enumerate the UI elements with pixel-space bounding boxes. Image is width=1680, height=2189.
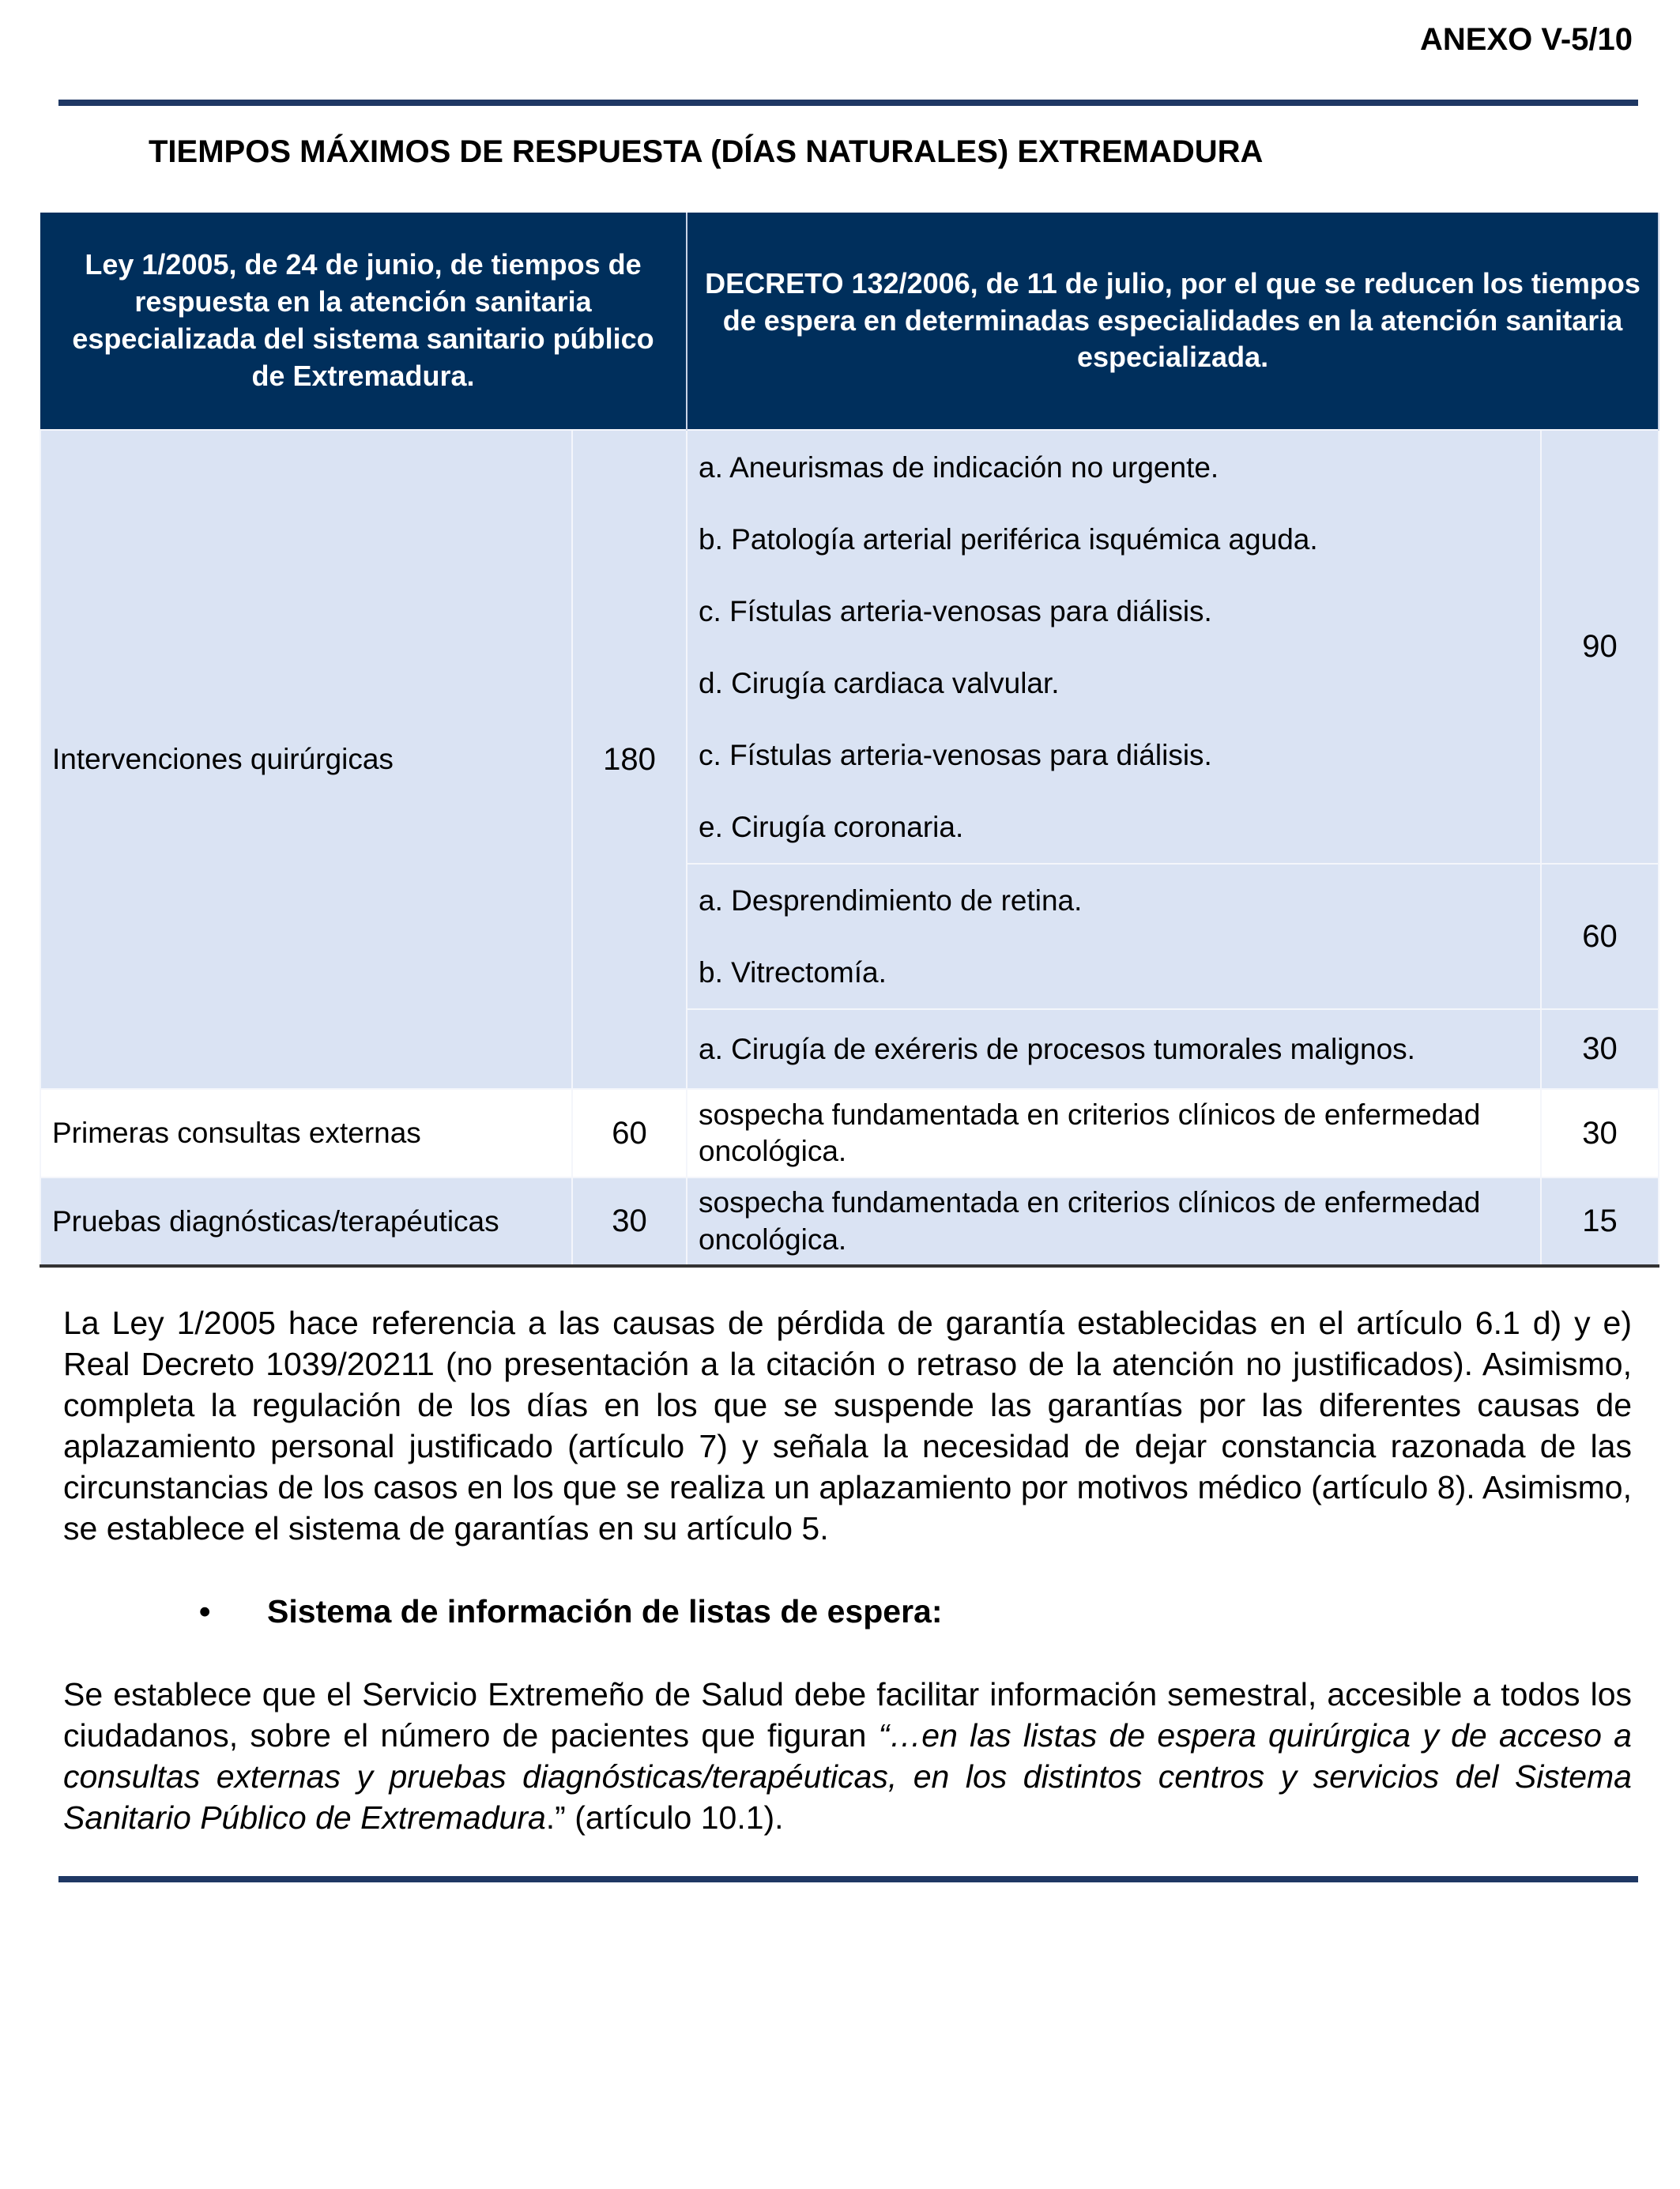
- response-times-table: [40, 213, 1659, 1268]
- section-heading: Sistema de información de listas de espera:: [267, 1593, 943, 1630]
- category-cell: Pruebas diagnósticas/terapéuticas: [40, 1177, 572, 1266]
- procedure-item: b. Vitrectomía.: [699, 956, 887, 989]
- reduced-days-cell: 15: [1541, 1177, 1659, 1266]
- bullet-heading: [199, 1593, 943, 1630]
- category-cell: Intervenciones quirúrgicas: [40, 430, 572, 1089]
- reduced-days-cell: 30: [1541, 1089, 1659, 1177]
- reduced-days-cell: 30: [1541, 1009, 1659, 1089]
- paragraph-guarantees: La Ley 1/2005 hace referencia a las causas de pérdida de garantía establecidas en el artículo 6.1 d) y e) Real Decreto 1039/20211 (no presentación a la citación o retraso de la atención no justificados). Asimismo, completa la regulación de los días en los que se suspende las garantías por las diferentes causas de aplazamiento personal justificado (artículo 7) y señala la necesidad de dejar constancia razonada de las circunstancias de los casos en los que se realiza un aplazamiento por motivos médico (artículo 8). Asimismo, se establece el sistema de garantías en su artículo 5.: [63, 1305, 1632, 1547]
- procedure-item: a. Aneurismas de indicación no urgente.: [699, 450, 1219, 484]
- bottom-rule: [58, 1876, 1638, 1882]
- criterion-cell: sospecha fundamentada en criterios clínicos de enfermedad oncológica.: [687, 1089, 1541, 1177]
- procedure-item: d. Cirugía cardiaca valvular.: [699, 666, 1060, 699]
- paragraph-text: Se establece que el Servicio Extremeño de Salud debe facilitar información semestral, accesible a todos los ciudadanos, sobre el número de pacientes que figuran: [63, 1676, 1632, 1754]
- paragraph-information-system: [63, 1674, 1632, 1838]
- paragraph-text: .” (artículo 10.1).: [545, 1799, 784, 1836]
- procedure-item: e. Cirugía coronaria.: [699, 810, 964, 843]
- criterion-cell: sospecha fundamentada en criterios clínicos de enfermedad oncológica.: [687, 1177, 1541, 1266]
- procedure-item: c. Fístulas arteria-venosas para diálisis.: [699, 738, 1212, 771]
- annex-label: ANEXO V-5/10: [1419, 22, 1633, 57]
- quote-text: “…en las listas de espera quirúrgica y de acceso a consultas externas y pruebas diagnósticas/terapéuticas, en los distintos centros y servicios del Sistema Sanitario Público de Extremadura: [63, 1717, 1632, 1836]
- days-cell: 30: [572, 1177, 687, 1266]
- page-title: TIEMPOS MÁXIMOS DE RESPUESTA (DÍAS NATURALES) EXTREMADURA: [149, 134, 1264, 169]
- days-cell: 180: [572, 430, 687, 1089]
- reduced-days-cell: 60: [1541, 864, 1659, 1009]
- days-cell: 60: [572, 1089, 687, 1177]
- procedures-cell: [687, 864, 1541, 1009]
- top-rule: [58, 100, 1638, 106]
- procedure-item: a. Cirugía de exéreris de procesos tumorales malignos.: [687, 1009, 1541, 1089]
- law-header: Ley 1/2005, de 24 de junio, de tiempos de respuesta en la atención sanitaria especializada del sistema sanitario público de Extremadura.: [40, 213, 687, 430]
- procedure-item: b. Patología arterial periférica isquémica aguda.: [699, 522, 1318, 556]
- bullet-icon: •: [199, 1593, 211, 1630]
- reduced-days-cell: 90: [1541, 430, 1659, 864]
- procedure-item: a. Desprendimiento de retina.: [699, 884, 1083, 917]
- procedure-item: c. Fístulas arteria-venosas para diálisis.: [699, 594, 1212, 627]
- category-cell: Primeras consultas externas: [40, 1089, 572, 1177]
- procedures-cell: [687, 430, 1541, 864]
- decree-header: DECRETO 132/2006, de 11 de julio, por el que se reducen los tiempos de espera en determinadas especialidades en la atención sanitaria especializada.: [687, 213, 1659, 430]
